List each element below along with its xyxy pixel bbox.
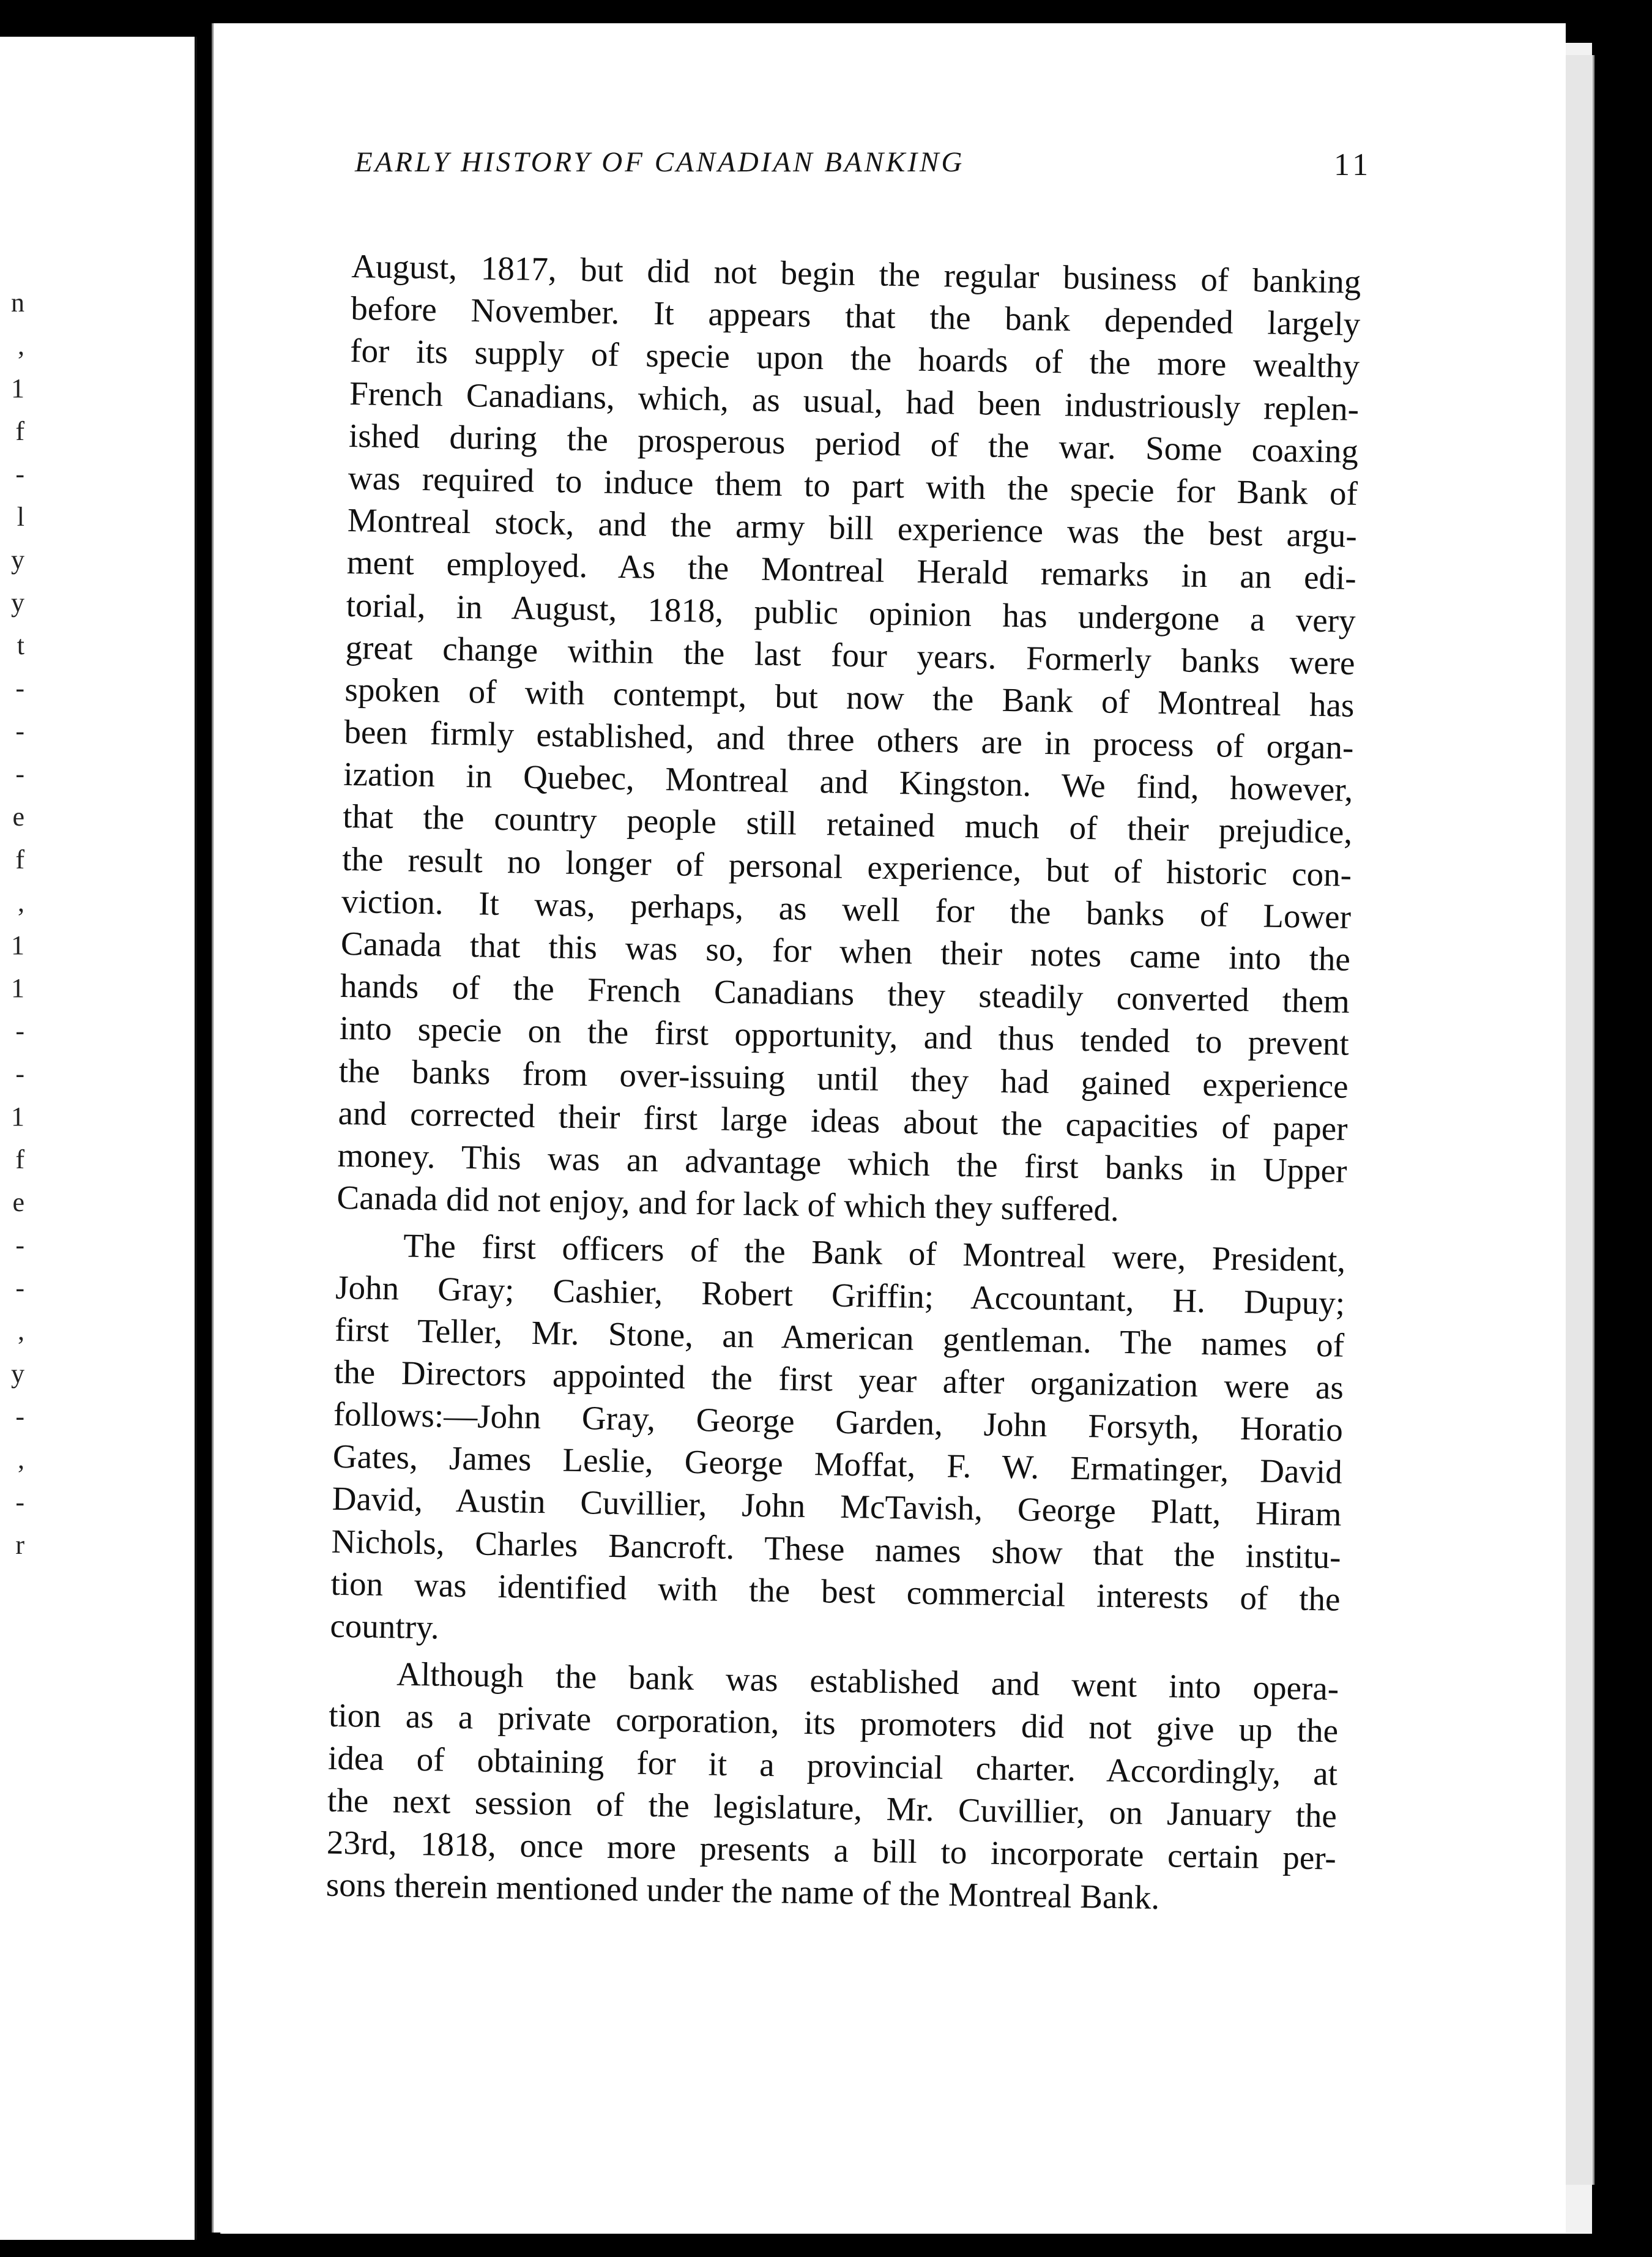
line-fragment: f: [15, 845, 24, 875]
line-fragment: y: [11, 588, 24, 617]
text-line: first Teller, Mr. Stone, an American gentleman. The names of: [334, 1310, 1345, 1364]
line-fragment: 1: [11, 1102, 24, 1132]
text-line: been firmly established, and three others are in process of organ-: [344, 712, 1354, 766]
text-line: viction. It was, perhaps, as well for the banks of Lower: [341, 882, 1352, 936]
text-line: Canada that this was so, for when their notes came into the: [340, 924, 1351, 978]
text-line: John Gray; Cashier, Robert Griffin; Accountant, H. Dupuy;: [335, 1268, 1345, 1322]
line-fragment: -: [15, 1016, 24, 1046]
text-line: Nichols, Charles Bancroft. These names show that the institu-: [331, 1522, 1342, 1576]
line-fragment: -: [15, 759, 24, 789]
text-line: the Directors appointed the first year after organization were as: [333, 1352, 1344, 1406]
text-line: torial, in August, 1818, public opinion has undergone a very: [346, 586, 1356, 640]
line-fragment: -: [15, 1401, 24, 1431]
text-line: August, 1817, but did not begin the regular business of banking: [351, 247, 1361, 300]
text-line: before November. It appears that the bank depended largely: [350, 289, 1361, 343]
line-fragment: f: [15, 1144, 24, 1174]
paragraph: [337, 245, 1361, 1234]
text-line: into specie on the first opportunity, and thus tended to prevent: [339, 1009, 1350, 1063]
text-line: ment employed. As the Montreal Herald remarks in an edi-: [346, 543, 1357, 597]
line-fragment: ,: [18, 1444, 24, 1474]
line-fragment: -: [15, 673, 24, 703]
text-line: Montreal stock, and the army bill experience was the best argu-: [347, 501, 1358, 554]
line-fragment: f: [15, 416, 24, 446]
text-line: Gates, James Leslie, George Moffat, F. W. Ermatinger, David: [332, 1438, 1343, 1491]
text-line: David, Austin Cuvillier, John McTavish, George Platt, Hiram: [332, 1480, 1342, 1534]
line-fragment: -: [15, 1059, 24, 1089]
text-line: for its supply of specie upon the hoards of the more wealthy: [349, 332, 1360, 386]
line-fragment: y: [11, 1359, 24, 1389]
text-line: was required to induce them to part with the specie for Bank of: [348, 458, 1358, 512]
text-line: tion as a private corporation, its promoters did not give up the: [328, 1696, 1339, 1750]
text-line: Canada did not enjoy, and for lack of which they suffered.: [337, 1178, 1120, 1229]
line-fragment: y: [11, 545, 24, 575]
text-line: country.: [330, 1606, 440, 1646]
line-fragment: -: [15, 716, 24, 746]
text-line: sons therein mentioned under the name of the Montreal Bank.: [326, 1865, 1160, 1917]
text-line: the next session of the legislature, Mr. Cuvillier, on January the: [327, 1781, 1338, 1835]
text-line: the result no longer of personal experience, but of historic con-: [341, 840, 1352, 893]
text-line: money. This was an advantage which the first banks in Upper: [337, 1136, 1347, 1190]
text-line: Although the bank was established and went into opera-: [396, 1655, 1339, 1707]
text-line: the banks from over-issuing until they had gained experience: [338, 1051, 1349, 1105]
line-fragment: l: [17, 502, 24, 532]
text-line: and corrected their first large ideas about the capacities of paper: [338, 1094, 1348, 1147]
text-line: French Canadians, which, as usual, had been industriously replen-: [349, 374, 1360, 428]
line-fragment: 1: [11, 373, 24, 403]
previous-page-line-endings: [0, 282, 24, 1567]
line-fragment: -: [15, 1487, 24, 1517]
line-fragment: 1: [11, 973, 24, 1003]
line-fragment: t: [17, 630, 24, 660]
text-line: ished during the prosperous period of the war. Some coaxing: [348, 416, 1359, 470]
line-fragment: n: [11, 288, 24, 318]
text-line: idea of obtaining for it a provincial charter. Accordingly, at: [327, 1739, 1338, 1793]
text-line: ization in Quebec, Montreal and Kingston. We find, however,: [343, 755, 1353, 809]
running-head: EARLY HISTORY OF CANADIAN BANKING: [355, 146, 965, 178]
line-fragment: e: [12, 802, 24, 832]
text-line: that the country people still retained much of their prejudice,: [342, 797, 1353, 851]
paragraph: [330, 1223, 1346, 1663]
line-fragment: ,: [18, 330, 24, 360]
text-line: tion was identified with the best commercial interests of the: [330, 1564, 1341, 1618]
page-number: 11: [1334, 147, 1372, 182]
line-fragment: ,: [18, 887, 24, 917]
body-text: [326, 245, 1361, 1922]
line-fragment: r: [15, 1530, 24, 1560]
line-fragment: 1: [11, 930, 24, 960]
text-line: hands of the French Canadians they steadily converted them: [340, 967, 1350, 1020]
line-fragment: e: [12, 1187, 24, 1217]
line-fragment: -: [15, 1230, 24, 1260]
text-line: The first officers of the Bank of Montreal were, President,: [403, 1226, 1346, 1280]
paragraph: [326, 1652, 1339, 1922]
previous-page-edge: [0, 37, 197, 2240]
line-fragment: -: [15, 1273, 24, 1303]
text-line: spoken of with contempt, but now the Bank of Montreal has: [344, 670, 1355, 724]
text-line: follows:—John Gray, George Garden, John Forsyth, Horatio: [333, 1395, 1344, 1449]
line-fragment: ,: [18, 1316, 24, 1346]
line-fragment: -: [15, 459, 24, 489]
text-line: great change within the last four years. Formerly banks were: [345, 628, 1355, 682]
text-line: 23rd, 1818, once more presents a bill to incorporate certain per-: [326, 1823, 1337, 1877]
